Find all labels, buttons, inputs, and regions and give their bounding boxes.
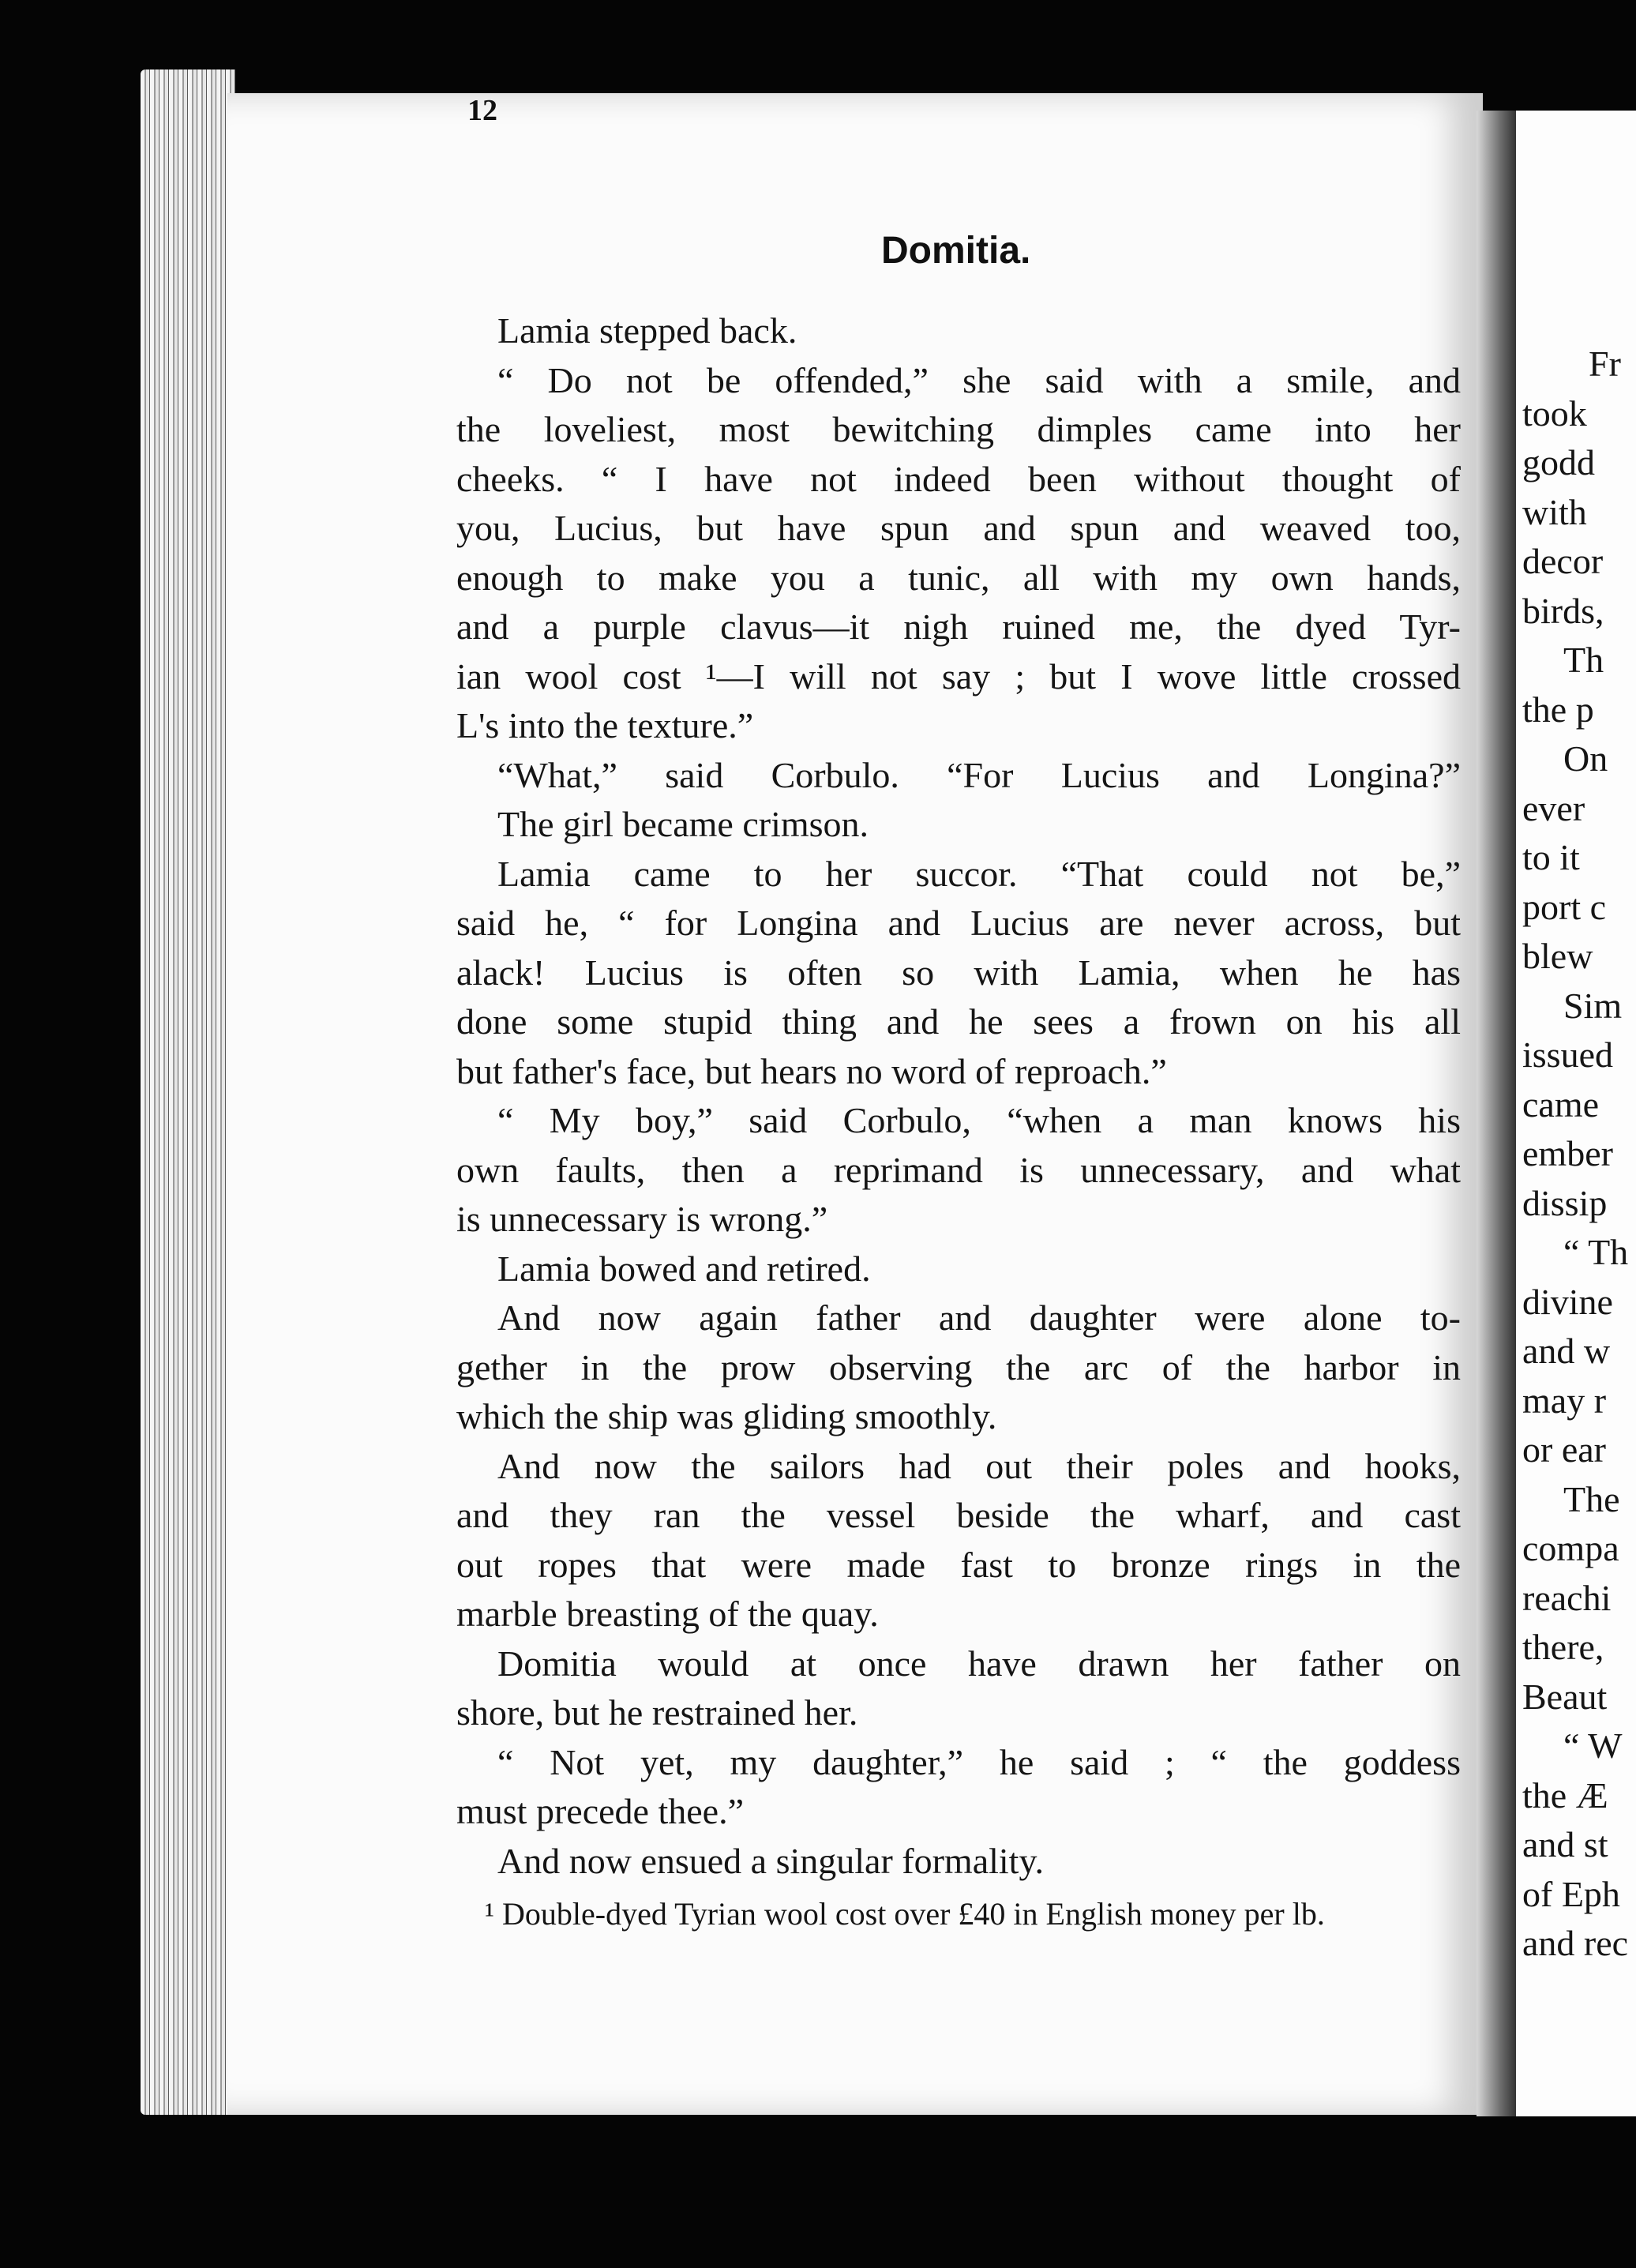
page-number: 12 bbox=[467, 94, 497, 127]
text-line: which the ship was gliding smoothly. bbox=[456, 1396, 997, 1436]
facing-line: and w bbox=[1522, 1331, 1611, 1371]
facing-line: Sim bbox=[1563, 985, 1623, 1026]
facing-line: birds, bbox=[1522, 590, 1604, 631]
facing-line: the p bbox=[1522, 689, 1594, 730]
text-line: “What,” said Corbulo. “For Lucius and Longina?” bbox=[497, 754, 1461, 795]
text-line: and they ran the vessel beside the wharf, and cast bbox=[456, 1495, 1461, 1535]
facing-line: The bbox=[1563, 1478, 1620, 1519]
facing-line: to it bbox=[1522, 837, 1580, 877]
facing-line: ember bbox=[1522, 1133, 1613, 1173]
facing-line: issued bbox=[1522, 1034, 1613, 1075]
text-line: Lamia came to her succor. “That could not be,” bbox=[497, 853, 1461, 894]
facing-line: may r bbox=[1522, 1380, 1607, 1421]
text-line: L's into the texture.” bbox=[456, 705, 754, 745]
facing-line: Fr bbox=[1589, 344, 1621, 384]
facing-line: ever bbox=[1522, 787, 1585, 828]
facing-line: decor bbox=[1522, 541, 1604, 581]
text-line: “ Not yet, my daughter,” he said ; “ the goddess bbox=[497, 1741, 1461, 1782]
facing-page-text bbox=[1522, 340, 1628, 1969]
text-line: And now ensued a singular formality. bbox=[497, 1840, 1044, 1881]
text-line: and a purple clavus—it nigh ruined me, the dyed Tyr- bbox=[456, 606, 1461, 647]
text-line: “ Do not be offended,” she said with a smile, and bbox=[497, 359, 1461, 400]
facing-line: port c bbox=[1522, 886, 1607, 927]
text-line: alack! Lucius is often so with Lamia, when he has bbox=[456, 952, 1461, 993]
facing-line: with bbox=[1522, 491, 1587, 532]
text-line: The girl became crimson. bbox=[497, 804, 869, 844]
text-line: out ropes that were made fast to bronze rings in the bbox=[456, 1544, 1461, 1585]
facing-line: divine bbox=[1522, 1281, 1613, 1322]
facing-line: the Æ bbox=[1522, 1774, 1608, 1816]
facing-line: or ear bbox=[1522, 1429, 1606, 1470]
text-line: shore, but he restrained her. bbox=[456, 1692, 858, 1733]
text-line: said he, “ for Longina and Lucius are never across, but bbox=[456, 903, 1461, 943]
text-line: must precede thee.” bbox=[456, 1791, 744, 1831]
text-line: you, Lucius, but have spun and spun and weaved too, bbox=[456, 508, 1461, 548]
text-line: And now again father and daughter were alone to- bbox=[497, 1297, 1461, 1338]
page-edges bbox=[141, 69, 235, 2115]
facing-line: took bbox=[1522, 392, 1587, 434]
facing-line: dissip bbox=[1522, 1182, 1608, 1223]
text-line: And now the sailors had out their poles and hooks, bbox=[497, 1445, 1461, 1486]
text-line: enough to make you a tunic, all with my own hands, bbox=[456, 557, 1461, 598]
facing-line: came bbox=[1522, 1083, 1600, 1125]
text-line: Domitia would at once have drawn her father on bbox=[497, 1643, 1461, 1684]
facing-line: there, bbox=[1522, 1627, 1604, 1667]
text-line: the loveliest, most bewitching dimples came into her bbox=[456, 409, 1461, 449]
page-body bbox=[456, 306, 1461, 1886]
facing-line: and st bbox=[1522, 1824, 1608, 1864]
facing-line: compa bbox=[1522, 1528, 1619, 1568]
facing-line: “ W bbox=[1563, 1725, 1623, 1766]
text-line: Lamia stepped back. bbox=[497, 310, 797, 351]
running-title: Domitia. bbox=[881, 230, 1031, 272]
facing-line: On bbox=[1563, 738, 1608, 779]
text-line: done some stupid thing and he sees a frown on his all bbox=[456, 1001, 1461, 1042]
facing-line: of Eph bbox=[1522, 1873, 1620, 1914]
facing-line: reachi bbox=[1522, 1577, 1612, 1618]
facing-line: Th bbox=[1563, 640, 1604, 680]
facing-line: Beaut bbox=[1522, 1676, 1608, 1717]
facing-line: godd bbox=[1522, 442, 1595, 483]
text-line: but father's face, but hears no word of reproach.” bbox=[456, 1050, 1167, 1091]
text-line: is unnecessary is wrong.” bbox=[456, 1199, 828, 1239]
facing-line: blew bbox=[1522, 936, 1593, 976]
facing-line: and rec bbox=[1522, 1923, 1629, 1963]
text-line: Lamia bowed and retired. bbox=[497, 1248, 871, 1289]
facing-line: “ Th bbox=[1563, 1232, 1629, 1272]
text-line: marble breasting of the quay. bbox=[456, 1594, 879, 1634]
text-line: gether in the prow observing the arc of the harbor in bbox=[456, 1346, 1461, 1387]
footnote: ¹ Double-dyed Tyrian wool cost over £40 in English money per lb. bbox=[485, 1896, 1325, 1932]
text-line: own faults, then a reprimand is unnecessary, and what bbox=[456, 1149, 1461, 1190]
text-line: “ My boy,” said Corbulo, “when a man knows his bbox=[497, 1100, 1461, 1140]
text-line: ian wool cost ¹—I will not say ; but I wove little crossed bbox=[456, 655, 1461, 697]
text-line: cheeks. “ I have not indeed been without thought of bbox=[456, 458, 1461, 499]
